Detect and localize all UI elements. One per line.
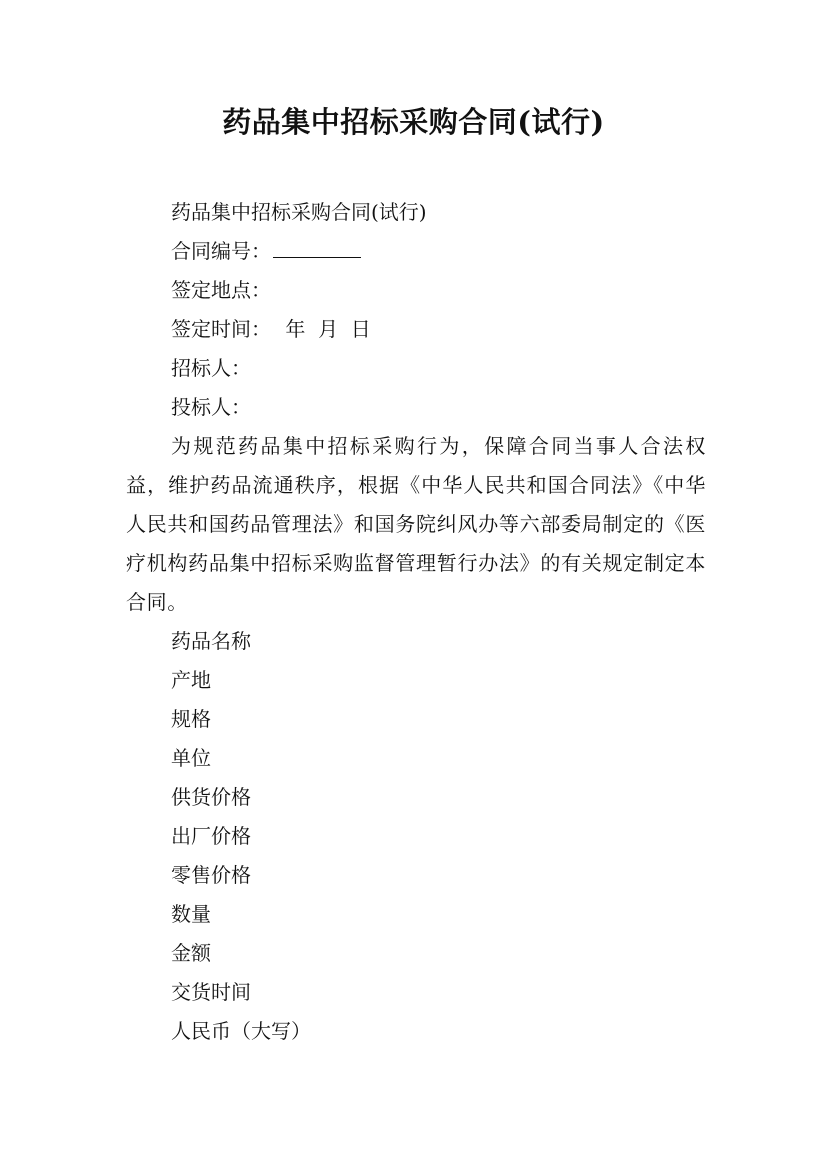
sign-time-line xyxy=(126,310,706,349)
document-title: 药品集中招标采购合同(试行) xyxy=(222,105,605,139)
subtitle-line: 药品集中招标采购合同(试行) xyxy=(171,200,427,224)
tenderer-line: 招标人： xyxy=(171,356,251,380)
field-item: 金额 xyxy=(171,941,211,965)
document-body xyxy=(126,193,706,1051)
contract-number-blank xyxy=(273,235,361,258)
field-item: 数量 xyxy=(171,902,211,926)
field-item: 供货价格 xyxy=(171,785,251,809)
field-item: 零售价格 xyxy=(171,863,251,887)
bidder-line: 投标人： xyxy=(171,395,251,419)
field-item: 规格 xyxy=(171,707,211,731)
intro-paragraph: 为规范药品集中招标采购行为，保障合同当事人合法权益，维护药品流通秩序，根据《中华人民共和国合同法》《中华人民共和国药品管理法》和国务院纠风办等六部委局制定的《医疗机构药品集中招标采购监督管理暂行办法》的有关规定制定本合同。 xyxy=(126,434,706,614)
field-item: 出厂价格 xyxy=(171,824,251,848)
field-item: 人民币（大写） xyxy=(171,1019,311,1043)
field-item: 单位 xyxy=(171,746,211,770)
sign-place-line: 签定地点： xyxy=(171,278,271,302)
contract-number-line xyxy=(126,232,706,271)
field-item: 药品名称 xyxy=(171,629,251,653)
contract-number-label: 合同编号： xyxy=(171,239,271,263)
sign-time-value: 年 月 日 xyxy=(285,317,371,341)
field-item: 产地 xyxy=(171,668,211,692)
sign-time-label: 签定时间： xyxy=(171,317,271,341)
field-list xyxy=(126,622,706,1051)
field-item: 交货时间 xyxy=(171,980,251,1004)
